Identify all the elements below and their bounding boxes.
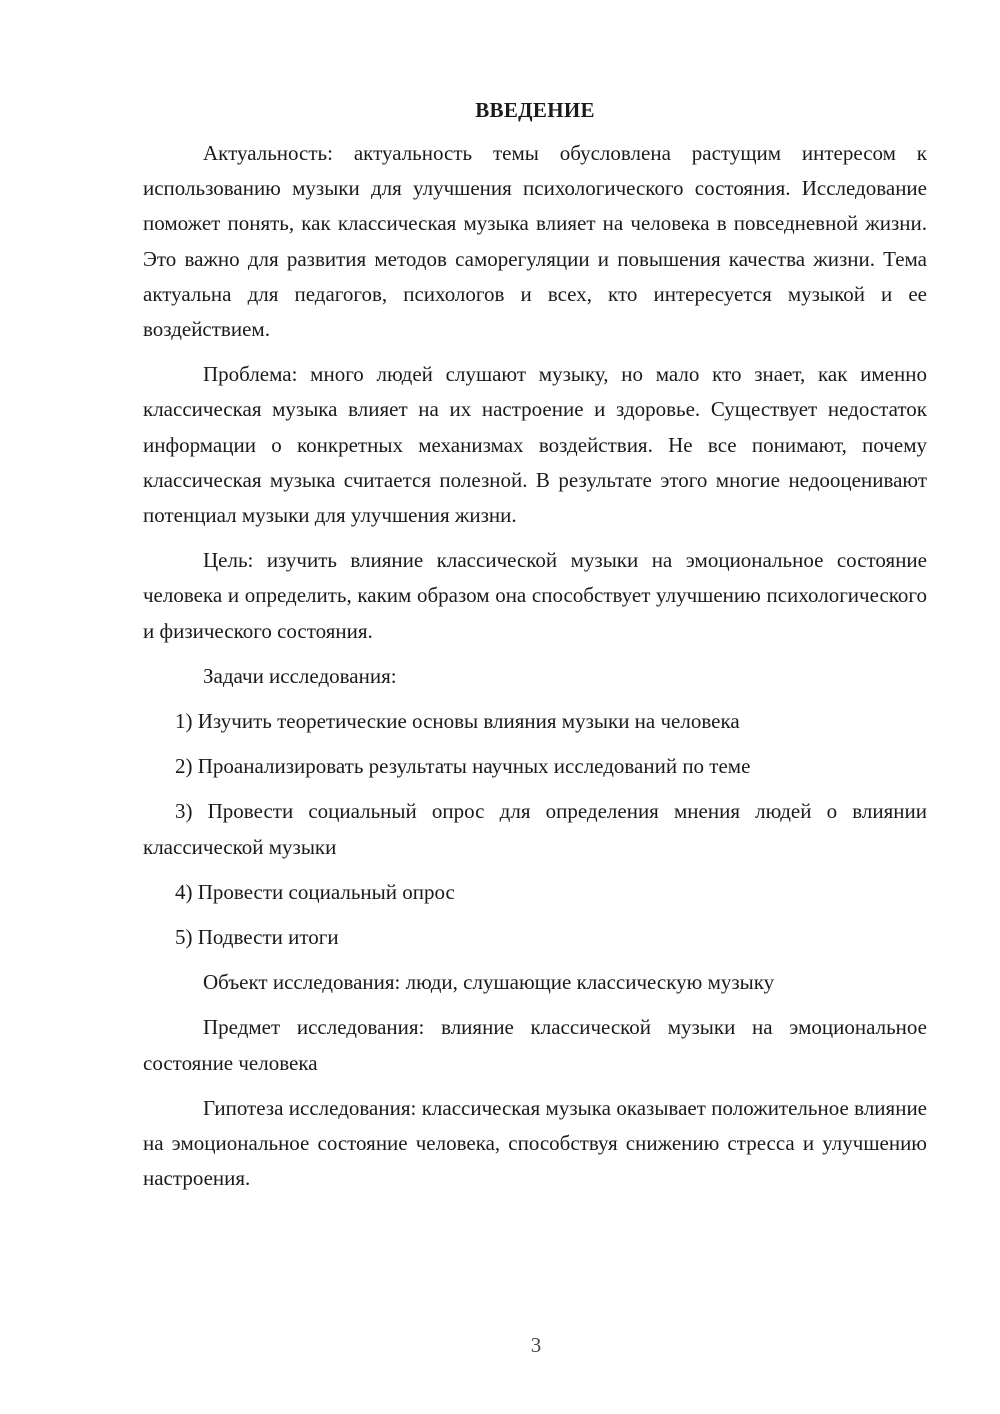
task-item-1: 1) Изучить теоретические основы влияния музыки на человека [175, 709, 740, 734]
page-title: ВВЕДЕНИЕ [475, 98, 595, 122]
task-item-3: 3) Провести социальный опрос для определения мнения людей о влиянии классической музыки [143, 799, 927, 859]
tasks-heading: Задачи исследования: [203, 663, 397, 688]
task-item-4: 4) Провести социальный опрос [175, 879, 455, 904]
task-item-5: 5) Подвести итоги [175, 925, 339, 950]
page-number: 3 [530, 1333, 542, 1357]
paragraph-object: Объект исследования: люди, слушающие классическую музыку [203, 970, 775, 995]
paragraph-relevance: Актуальность: актуальность темы обусловлена растущим интересом к использованию музыки для улучшения психологического состояния. Исследование поможет понять, как классическая музыка влияет на человека в повседневной жизни. Это важно для развития методов саморегуляции и повышения качества жизни. Тема актуальна для педагогов, психологов и всех, кто интересуется музыкой и ее воздействием. [143, 141, 927, 342]
task-item-2: 2) Проанализировать результаты научных исследований по теме [175, 754, 751, 779]
paragraph-goal: Цель: изучить влияние классической музыки на эмоциональное состояние человека и определить, каким образом она способствует улучшению психологического и физического состояния. [143, 548, 927, 643]
paragraph-subject: Предмет исследования: влияние классической музыки на эмоциональное состояние человека [143, 1015, 927, 1075]
paragraph-problem: Проблема: много людей слушают музыку, но мало кто знает, как именно классическая музыка влияет на их настроение и здоровье. Существует недостаток информации о конкретных механизмах воздействия. Не все понимают, почему классическая музыка считается полезной. В результате этого многие недооценивают потенциал музыки для улучшения жизни. [143, 362, 927, 528]
paragraph-hypothesis: Гипотеза исследования: классическая музыка оказывает положительное влияние на эмоциональное состояние человека, способствуя снижению стресса и улучшению настроения. [143, 1095, 927, 1191]
page-content [143, 93, 927, 1206]
